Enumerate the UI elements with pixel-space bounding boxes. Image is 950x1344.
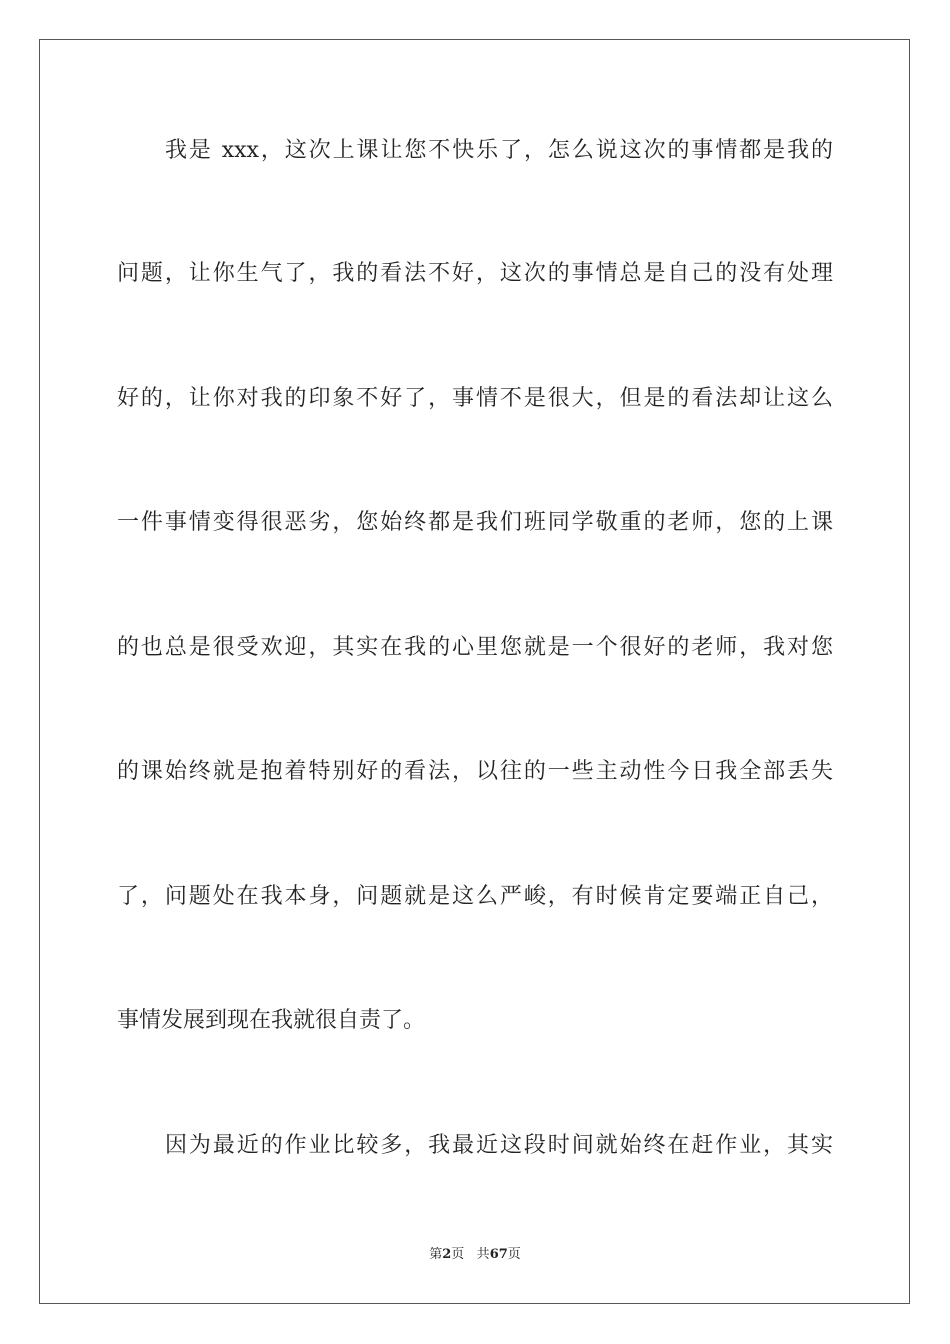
page-footer [0,1246,950,1264]
paragraph-2-line-1: 因为最近的作业比较多，我最近这段时间就始终在赶作业，其实 [165,1133,833,1158]
page-border [39,39,910,1304]
footer-page-prefix: 第 [429,1247,443,1262]
footer-page-number: 2 [442,1247,452,1262]
paragraph-1-line-8: 事情发展到现在我就很自责了。 [117,1008,426,1033]
footer-total-number: 67 [489,1247,508,1262]
paragraph-1-line-7: 了，问题处在我本身，问题就是这么严峻，有时候肯定要端正自己， [117,884,833,909]
paragraph-1-line-3: 好的，让你对我的印象不好了，事情不是很大，但是的看法却让这么 [117,386,833,411]
paragraph-1-line-4: 一件事情变得很恶劣，您始终都是我们班同学敬重的老师，您的上课 [117,510,833,535]
paragraph-1-line-6: 的课始终就是抱着特别好的看法，以往的一些主动性今日我全部丢失 [117,759,833,784]
paragraph-1-line-2: 问题，让你生气了，我的看法不好，这次的事情总是自己的没有处理 [117,261,833,286]
footer-total-suffix: 页 [507,1247,521,1262]
footer-page-suffix: 页 [451,1247,465,1262]
paragraph-1-line-1: 我是 xxx，这次上课让您不快乐了，怎么说这次的事情都是我的 [165,138,833,163]
paragraph-1-line-5: 的也总是很受欢迎，其实在我的心里您就是一个很好的老师，我对您 [117,635,833,660]
footer-total-prefix: 共 [476,1247,490,1262]
